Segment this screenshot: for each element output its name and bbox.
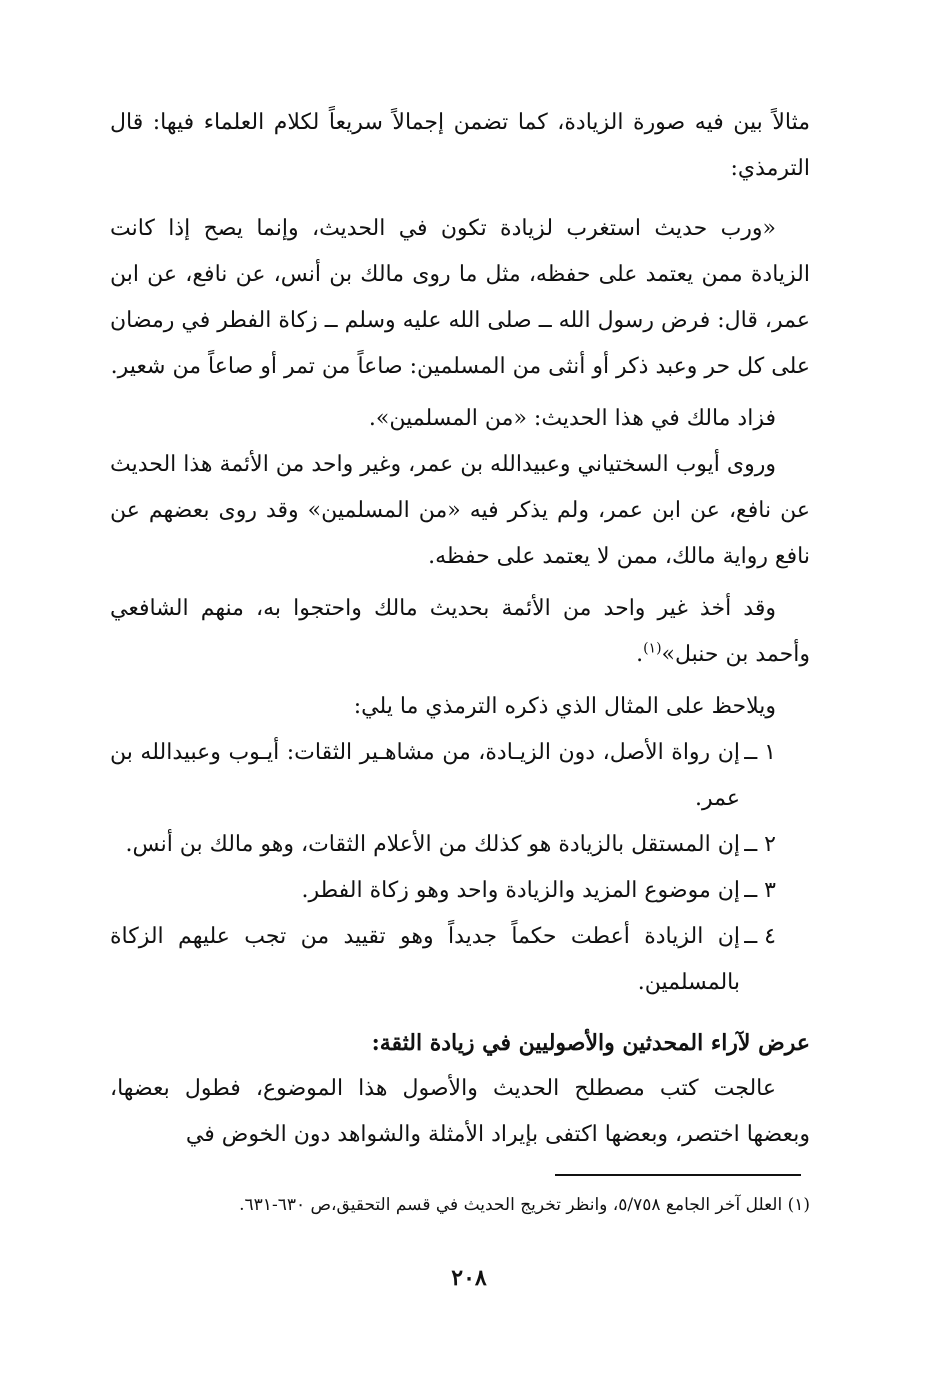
- spacer: [110, 1006, 810, 1020]
- list-item-number: ١ ــ: [744, 740, 776, 765]
- list-item: [110, 730, 810, 822]
- spacer: [110, 192, 810, 206]
- list-item-text: إن موضوع المزيد والزيادة واحد وهو زكاة الفطر.: [301, 878, 740, 903]
- quote-paragraph-3: وروى أيوب السختياني وعبيدالله بن عمر، وغير واحد من الأئمة هذا الحديث عن نافع، عن ابن عمر، ولم يذكر فيه «من المسلمين» وقد روى بعضهم عن نافع رواية مالك، ممن لا يعتمد على حفظه.: [109, 452, 810, 569]
- footnote: (١) العلل آخر الجامع ٥/٧٥٨، وانظر تخريج الحديث في قسم التحقيق،ص ٦٣٠-٦٣١.: [239, 1195, 810, 1215]
- footnote-divider: [555, 1174, 801, 1176]
- list-item-text: إن المستقل بالزيادة هو كذلك من الأعلام الثقات، وهو مالك بن أنس.: [125, 832, 740, 857]
- footnote-reference: (١): [643, 640, 662, 657]
- list-item-number: ٣ ــ: [744, 878, 776, 903]
- quote-paragraph-4-text: وقد أخذ غير واحد من الأئمة بحديث مالك واحتجوا به، منهم الشافعي وأحمد بن حنبل»: [110, 596, 810, 667]
- page-number: ٢٠٨: [451, 1265, 487, 1291]
- list-item: [110, 914, 810, 1006]
- quote-paragraph-4: [110, 586, 810, 678]
- quote-paragraph-2: فزاد مالك في هذا الحديث: «من المسلمين».: [368, 406, 776, 431]
- intro-paragraph: مثالاً بين فيه صورة الزيادة، كما تضمن إجمالاً سريعاً لكلام العلماء فيها: قال الترمذي:: [110, 110, 810, 181]
- list-item: [110, 868, 810, 914]
- quote-paragraph-4-end: .: [636, 642, 644, 667]
- list-item: [110, 822, 810, 868]
- body-text: [110, 100, 810, 1158]
- list-item-number: ٤ ــ: [744, 924, 776, 949]
- list-item-number: ٢ ــ: [744, 832, 776, 857]
- closing-paragraph: عالجت كتب مصطلح الحديث والأصول هذا الموضوع، فطول بعضها، وبعضها اختصر، وبعضها اكتفى بإيراد الأمثلة والشواهد دون الخوض في: [110, 1076, 810, 1147]
- observation-paragraph: ويلاحظ على المثال الذي ذكره الترمذي ما يلي:: [353, 694, 776, 719]
- list-item-text: إن الزيادة أعطت حكماً جديداً وهو تقييد من تجب عليهم الزكاة بالمسلمين.: [110, 924, 740, 995]
- quote-paragraph-1: «ورب حديث استغرب لزيادة تكون في الحديث، وإنما يصح إذا كانت الزيادة ممن يعتمد على حفظه، مثل ما روى مالك بن أنس، عن نافع، عن ابن عمر، قال: فرض رسول الله ــ صلى الله عليه وسلم ــ زكاة الفطر في رمضان على كل حر وعبد ذكر أو أنثى من المسلمين: صاعاً من تمر أو صاعاً من شعير.: [110, 216, 810, 379]
- list-item-text: إن رواة الأصل، دون الزيـادة، من مشاهـير الثقات: أيـوب وعبيدالله بن عمر.: [110, 740, 740, 811]
- section-heading: عرض لآراء المحدثين والأصوليين في زيادة الثقة:: [371, 1030, 810, 1056]
